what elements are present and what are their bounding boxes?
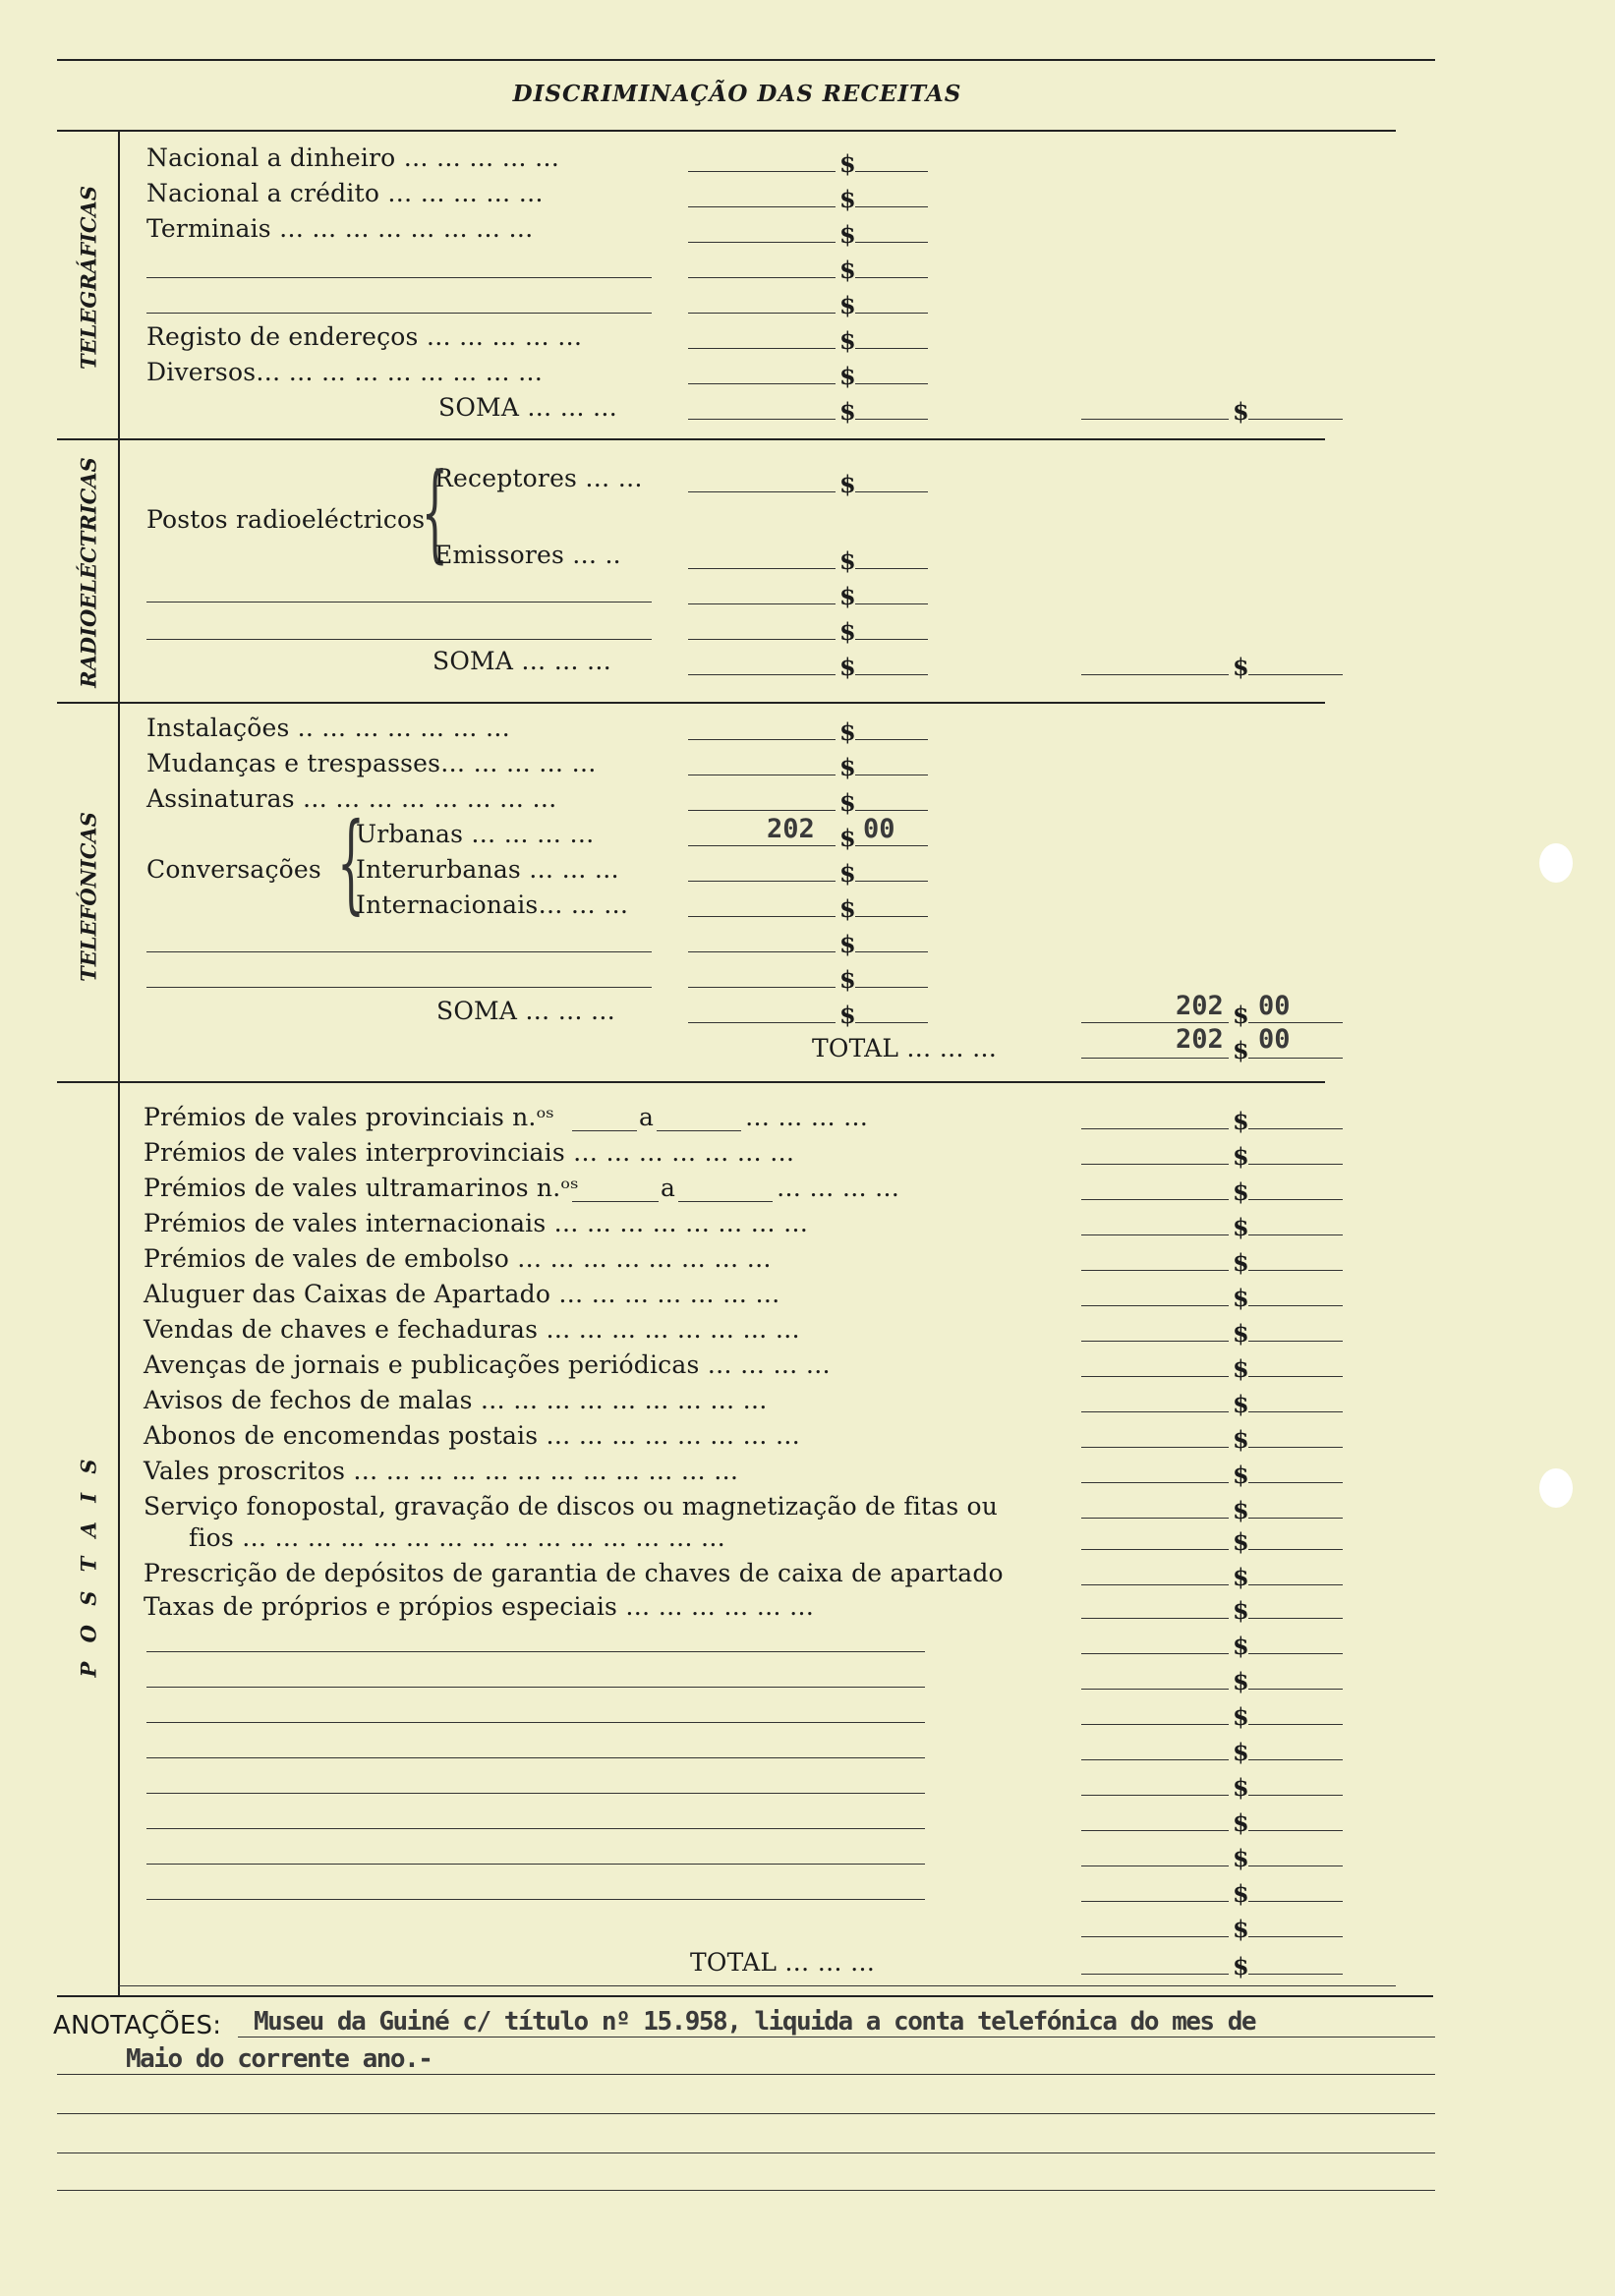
radio-mid-2-amount-dec[interactable] bbox=[855, 568, 928, 569]
sep-postais-anot bbox=[57, 1995, 1433, 1997]
postais-right-16-dollar-sign: $ bbox=[1233, 1632, 1249, 1660]
postais-right-5-amount-int[interactable] bbox=[1081, 1270, 1229, 1271]
telef-mid-8-amount-int[interactable] bbox=[688, 987, 836, 988]
postais-right-3-dollar-sign: $ bbox=[1233, 1177, 1249, 1206]
postais-right-18-amount-dec[interactable] bbox=[1248, 1724, 1343, 1725]
postais-extra-blank-5[interactable] bbox=[146, 1793, 925, 1794]
tele-mid-7-amount-int[interactable] bbox=[688, 383, 836, 384]
sep-postais-total-top bbox=[118, 1985, 1396, 1986]
tele-mid-8-amount-dec[interactable] bbox=[855, 419, 928, 420]
postais-right-5-amount-dec[interactable] bbox=[1248, 1270, 1343, 1271]
postais-right-13-amount-dec[interactable] bbox=[1248, 1549, 1343, 1550]
postais-right-2-amount-dec[interactable] bbox=[1248, 1164, 1343, 1165]
postais-right-11-amount-int[interactable] bbox=[1081, 1482, 1229, 1483]
radio-mid-5-dollar-sign: $ bbox=[839, 653, 856, 681]
postais-extra-blank-2[interactable] bbox=[146, 1687, 925, 1688]
postais-right-1-amount-dec[interactable] bbox=[1248, 1128, 1343, 1129]
telef-total-right-dollar-sign: $ bbox=[1233, 1036, 1249, 1064]
postais-right-24-amount-dec[interactable] bbox=[1248, 1936, 1343, 1937]
postais-right-5-dollar-sign: $ bbox=[1233, 1248, 1249, 1277]
telef-total-right-amount-int[interactable] bbox=[1081, 1058, 1229, 1059]
postais-row-1-dots: … … … … bbox=[745, 1103, 869, 1131]
radio-soma-right-dollar-sign: $ bbox=[1233, 653, 1249, 681]
postais-right-20-dollar-sign: $ bbox=[1233, 1773, 1249, 1802]
telef-soma-value-int: 202 bbox=[1176, 991, 1224, 1021]
radio-soma-right-amount-int[interactable] bbox=[1081, 674, 1229, 675]
postais-right-24-dollar-sign: $ bbox=[1233, 1915, 1249, 1943]
postais-right-17-amount-dec[interactable] bbox=[1248, 1689, 1343, 1690]
tele-row-4: Registo de endereços … … … … … bbox=[146, 322, 583, 351]
tele-row-2: Nacional a crédito … … … … … bbox=[146, 179, 544, 207]
postais-row-1: Prémios de vales provinciais n.ᵒˢ bbox=[144, 1103, 555, 1131]
postais-right-9-amount-int[interactable] bbox=[1081, 1411, 1229, 1412]
postais-right-18-amount-int[interactable] bbox=[1081, 1724, 1229, 1725]
postais-right-19-amount-dec[interactable] bbox=[1248, 1759, 1343, 1760]
telef-soma-right-dollar-sign: $ bbox=[1233, 1001, 1249, 1029]
postais-right-6-amount-int[interactable] bbox=[1081, 1305, 1229, 1306]
postais-right-1-amount-int[interactable] bbox=[1081, 1128, 1229, 1129]
section-label-telefonicas: TELEFÓNICAS bbox=[76, 812, 101, 982]
telef-mid-6-amount-dec[interactable] bbox=[855, 916, 928, 917]
postais-right-10-dollar-sign: $ bbox=[1233, 1425, 1249, 1454]
telef-mid-6-dollar-sign: $ bbox=[839, 894, 856, 923]
telef-mid-4-dollar-sign: $ bbox=[839, 824, 856, 852]
radio-receptores: Receptores … … bbox=[434, 464, 643, 492]
tele-mid-7-amount-dec[interactable] bbox=[855, 383, 928, 384]
postais-right-21-dollar-sign: $ bbox=[1233, 1808, 1249, 1837]
tele-mid-1-dollar-sign: $ bbox=[839, 149, 856, 178]
radio-soma: SOMA … … … bbox=[433, 647, 612, 675]
left-frame-line bbox=[118, 130, 120, 1997]
postais-row-1-to bbox=[657, 1130, 741, 1131]
tele-mid-1-amount-dec[interactable] bbox=[855, 171, 928, 172]
postais-row-12b: fios … … … … … … … … … … … … … … … bbox=[189, 1523, 726, 1552]
top-rule bbox=[57, 59, 1435, 61]
postais-extra-blank-8[interactable] bbox=[146, 1899, 925, 1900]
telef-total-right-amount-dec[interactable] bbox=[1248, 1058, 1343, 1059]
tele-mid-8-amount-int[interactable] bbox=[688, 419, 836, 420]
telef-conversacoes: Conversações bbox=[146, 855, 321, 884]
telef-mid-5-amount-int[interactable] bbox=[688, 881, 836, 882]
telef-blank-1 bbox=[146, 951, 652, 952]
radio-mid-5-amount-dec[interactable] bbox=[855, 674, 928, 675]
postais-right-2-dollar-sign: $ bbox=[1233, 1142, 1249, 1171]
page-title: DISCRIMINAÇÃO DAS RECEITAS bbox=[512, 81, 962, 107]
telef-assinaturas: Assinaturas … … … … … … … … bbox=[146, 784, 557, 813]
radio-emissores: Emissores … .. bbox=[434, 541, 621, 569]
tele-mid-1-amount-int[interactable] bbox=[688, 171, 836, 172]
radio-mid-1-amount-dec[interactable] bbox=[855, 491, 928, 492]
postais-right-25-amount-dec[interactable] bbox=[1248, 1974, 1343, 1975]
postais-total: TOTAL … … … bbox=[690, 1948, 876, 1977]
telef-mid-3-dollar-sign: $ bbox=[839, 788, 856, 817]
header-bottom-rule bbox=[57, 130, 1396, 132]
tele-mid-8-dollar-sign: $ bbox=[839, 397, 856, 426]
telef-soma-right-amount-dec[interactable] bbox=[1248, 1022, 1343, 1023]
radio-soma-right-amount-dec[interactable] bbox=[1248, 674, 1343, 675]
postais-right-8-dollar-sign: $ bbox=[1233, 1354, 1249, 1383]
postais-right-17-dollar-sign: $ bbox=[1233, 1667, 1249, 1695]
radio-mid-1-dollar-sign: $ bbox=[839, 470, 856, 498]
tele-blank-2 bbox=[146, 313, 652, 314]
radio-mid-4-amount-dec[interactable] bbox=[855, 639, 928, 640]
postais-right-21-amount-int[interactable] bbox=[1081, 1830, 1229, 1831]
postais-extra-blank-6[interactable] bbox=[146, 1828, 925, 1829]
postais-extra-blank-1[interactable] bbox=[146, 1651, 925, 1652]
radio-blank-2 bbox=[146, 639, 652, 640]
postais-row-10: Abonos de encomendas postais … … … … … … … … bbox=[144, 1421, 801, 1450]
telef-urbanas-value-dec: 00 bbox=[863, 814, 895, 844]
tele-mid-4-amount-dec[interactable] bbox=[855, 277, 928, 278]
telef-mid-7-amount-int[interactable] bbox=[688, 951, 836, 952]
telef-mid-4-amount-dec[interactable] bbox=[855, 845, 928, 846]
tele-mid-3-amount-int[interactable] bbox=[688, 242, 836, 243]
tele-mid-3-amount-dec[interactable] bbox=[855, 242, 928, 243]
telef-mid-5-dollar-sign: $ bbox=[839, 859, 856, 888]
tele-mid-6-amount-dec[interactable] bbox=[855, 348, 928, 349]
postais-right-23-amount-int[interactable] bbox=[1081, 1901, 1229, 1902]
tele-mid-2-amount-int[interactable] bbox=[688, 206, 836, 207]
radio-blank-1 bbox=[146, 602, 652, 603]
postais-right-23-dollar-sign: $ bbox=[1233, 1879, 1249, 1908]
telef-mid-8-dollar-sign: $ bbox=[839, 965, 856, 994]
postais-right-6-amount-dec[interactable] bbox=[1248, 1305, 1343, 1306]
telef-total-value-int: 202 bbox=[1176, 1024, 1224, 1055]
telef-total-value-dec: 00 bbox=[1258, 1024, 1291, 1055]
punch-hole-1 bbox=[1539, 843, 1573, 883]
tele-mid-5-amount-dec[interactable] bbox=[855, 313, 928, 314]
telef-total: TOTAL … … … bbox=[812, 1034, 998, 1062]
postais-right-14-amount-dec[interactable] bbox=[1248, 1584, 1343, 1585]
telef-instalacoes: Instalações .. … … … … … … bbox=[146, 714, 511, 742]
anot-line-2 bbox=[57, 2074, 1435, 2075]
section-label-telegraficas: TELEGRÁFICAS bbox=[76, 186, 101, 370]
postais-right-16-amount-int[interactable] bbox=[1081, 1653, 1229, 1654]
telef-mid-7-dollar-sign: $ bbox=[839, 930, 856, 958]
postais-right-12-amount-int[interactable] bbox=[1081, 1518, 1229, 1519]
postais-row-3: Prémios de vales ultramarinos n.ᵒˢ bbox=[144, 1174, 579, 1202]
postais-extra-blank-4[interactable] bbox=[146, 1757, 925, 1758]
postais-row-3-a: a bbox=[661, 1174, 676, 1202]
postais-right-20-amount-dec[interactable] bbox=[1248, 1795, 1343, 1796]
postais-right-17-amount-int[interactable] bbox=[1081, 1689, 1229, 1690]
postais-right-15-dollar-sign: $ bbox=[1233, 1596, 1249, 1625]
postais-right-23-amount-dec[interactable] bbox=[1248, 1901, 1343, 1902]
tele-mid-2-amount-dec[interactable] bbox=[855, 206, 928, 207]
postais-right-4-amount-int[interactable] bbox=[1081, 1234, 1229, 1235]
telef-mudancas: Mudanças e trespasses… … … … … bbox=[146, 749, 597, 777]
telef-mid-9-dollar-sign: $ bbox=[839, 1001, 856, 1029]
postais-right-25-dollar-sign: $ bbox=[1233, 1952, 1249, 1980]
tele-blank-1 bbox=[146, 277, 652, 278]
tele-mid-4-dollar-sign: $ bbox=[839, 256, 856, 284]
telef-soma: SOMA … … … bbox=[436, 997, 616, 1025]
telef-mid-5-amount-dec[interactable] bbox=[855, 881, 928, 882]
radio-mid-4-amount-int[interactable] bbox=[688, 639, 836, 640]
postais-right-8-amount-dec[interactable] bbox=[1248, 1376, 1343, 1377]
postais-right-6-dollar-sign: $ bbox=[1233, 1284, 1249, 1312]
postais-row-5: Prémios de vales de embolso … … … … … … … … bbox=[144, 1244, 772, 1273]
telef-urbanas-value-int: 202 bbox=[767, 814, 815, 844]
telef-mid-3-amount-dec[interactable] bbox=[855, 810, 928, 811]
tele-mid-6-amount-int[interactable] bbox=[688, 348, 836, 349]
anotacoes-line-1: Museu da Guiné c/ título nº 15.958, liquida a conta telefónica do mes de bbox=[254, 2007, 1256, 2037]
anot-line-4 bbox=[57, 2152, 1435, 2153]
postais-right-15-amount-dec[interactable] bbox=[1248, 1618, 1343, 1619]
postais-right-11-amount-dec[interactable] bbox=[1248, 1482, 1343, 1483]
postais-right-13-amount-int[interactable] bbox=[1081, 1549, 1229, 1550]
postais-right-14-dollar-sign: $ bbox=[1233, 1563, 1249, 1591]
postais-row-7: Vendas de chaves e fechaduras … … … … … … … … bbox=[144, 1315, 800, 1344]
postais-row-12: Serviço fonopostal, gravação de discos ou magnetização de fitas ou bbox=[144, 1492, 999, 1521]
postais-row-1-from bbox=[572, 1130, 637, 1131]
postais-right-3-amount-dec[interactable] bbox=[1248, 1199, 1343, 1200]
tele-mid-4-amount-int[interactable] bbox=[688, 277, 836, 278]
radio-mid-3-amount-int[interactable] bbox=[688, 603, 836, 604]
postais-right-22-dollar-sign: $ bbox=[1233, 1844, 1249, 1872]
radio-postos: Postos radioeléctricos bbox=[146, 505, 426, 534]
tele-soma-right-dollar-sign: $ bbox=[1233, 397, 1249, 426]
anotacoes-label: ANOTAÇÕES: bbox=[53, 2011, 222, 2040]
postais-row-3-dots: … … … … bbox=[777, 1174, 900, 1202]
tele-soma-right-amount-dec[interactable] bbox=[1248, 419, 1343, 420]
telef-internacionais: Internacionais… … … bbox=[356, 890, 629, 919]
postais-right-7-amount-int[interactable] bbox=[1081, 1341, 1229, 1342]
postais-right-20-amount-int[interactable] bbox=[1081, 1795, 1229, 1796]
postais-right-7-amount-dec[interactable] bbox=[1248, 1341, 1343, 1342]
postais-row-3-to bbox=[678, 1201, 773, 1202]
sep-radio-telef bbox=[57, 702, 1325, 704]
tele-soma-right-amount-int[interactable] bbox=[1081, 419, 1229, 420]
section-label-radio: RADIOELÉCTRICAS bbox=[76, 457, 101, 688]
postais-right-9-amount-dec[interactable] bbox=[1248, 1411, 1343, 1412]
postais-row-3-from bbox=[572, 1201, 659, 1202]
tele-row-5: Diversos… … … … … … … … … bbox=[146, 358, 544, 386]
postais-right-14-amount-int[interactable] bbox=[1081, 1584, 1229, 1585]
postais-extra-blank-3[interactable] bbox=[146, 1722, 925, 1723]
telef-blank-2 bbox=[146, 987, 652, 988]
telef-mid-6-amount-int[interactable] bbox=[688, 916, 836, 917]
punch-hole-2 bbox=[1539, 1468, 1573, 1508]
telef-interurbanas: Interurbanas … … … bbox=[356, 855, 620, 884]
tele-mid-5-amount-int[interactable] bbox=[688, 313, 836, 314]
postais-row-14: Taxas de próprios e própios especiais … … … … … … bbox=[144, 1592, 815, 1621]
telef-brace: { bbox=[337, 799, 365, 925]
postais-right-3-amount-int[interactable] bbox=[1081, 1199, 1229, 1200]
telef-mid-1-dollar-sign: $ bbox=[839, 718, 856, 746]
postais-row-9: Avisos de fechos de malas … … … … … … … … … bbox=[144, 1386, 768, 1414]
postais-right-2-amount-int[interactable] bbox=[1081, 1164, 1229, 1165]
telef-mid-7-amount-dec[interactable] bbox=[855, 951, 928, 952]
postais-right-13-dollar-sign: $ bbox=[1233, 1527, 1249, 1556]
telef-mid-9-amount-int[interactable] bbox=[688, 1022, 836, 1023]
tele-mid-6-dollar-sign: $ bbox=[839, 326, 856, 355]
section-label-postais: P O S T A I S bbox=[76, 1453, 101, 1678]
postais-right-19-amount-int[interactable] bbox=[1081, 1759, 1229, 1760]
radio-brace: { bbox=[421, 451, 449, 574]
tele-mid-5-dollar-sign: $ bbox=[839, 291, 856, 319]
postais-row-2: Prémios de vales interprovinciais … … … … … … … bbox=[144, 1138, 795, 1167]
radio-mid-1-amount-int[interactable] bbox=[688, 491, 836, 492]
postais-right-19-dollar-sign: $ bbox=[1233, 1738, 1249, 1766]
telef-urbanas: Urbanas … … … … bbox=[356, 820, 595, 848]
sep-telef-postais bbox=[57, 1081, 1325, 1083]
telef-mid-8-amount-dec[interactable] bbox=[855, 987, 928, 988]
telef-mid-9-amount-dec[interactable] bbox=[855, 1022, 928, 1023]
telef-mid-4-amount-int[interactable] bbox=[688, 845, 836, 846]
postais-right-12-dollar-sign: $ bbox=[1233, 1496, 1249, 1524]
postais-row-13: Prescrição de depósitos de garantia de chaves de caixa de apartado bbox=[144, 1559, 1004, 1587]
radio-mid-3-dollar-sign: $ bbox=[839, 582, 856, 610]
postais-row-6: Aluguer das Caixas de Apartado … … … … … … … bbox=[144, 1280, 780, 1308]
radio-mid-5-amount-int[interactable] bbox=[688, 674, 836, 675]
postais-extra-blank-7[interactable] bbox=[146, 1864, 925, 1865]
radio-mid-2-dollar-sign: $ bbox=[839, 546, 856, 575]
postais-right-10-amount-dec[interactable] bbox=[1248, 1447, 1343, 1448]
anot-line-1 bbox=[238, 2037, 1435, 2038]
tele-soma: SOMA … … … bbox=[438, 393, 618, 422]
tele-mid-2-dollar-sign: $ bbox=[839, 185, 856, 213]
postais-right-21-amount-dec[interactable] bbox=[1248, 1830, 1343, 1831]
tele-mid-3-dollar-sign: $ bbox=[839, 220, 856, 249]
postais-right-18-dollar-sign: $ bbox=[1233, 1702, 1249, 1731]
postais-right-16-amount-dec[interactable] bbox=[1248, 1653, 1343, 1654]
postais-row-1-a: a bbox=[639, 1103, 655, 1131]
telef-soma-right-amount-int[interactable] bbox=[1081, 1022, 1229, 1023]
postais-right-9-dollar-sign: $ bbox=[1233, 1390, 1249, 1418]
telef-soma-value-dec: 00 bbox=[1258, 991, 1291, 1021]
postais-right-4-dollar-sign: $ bbox=[1233, 1213, 1249, 1241]
postais-right-15-amount-int[interactable] bbox=[1081, 1618, 1229, 1619]
tele-mid-7-dollar-sign: $ bbox=[839, 362, 856, 390]
telef-mid-1-amount-int[interactable] bbox=[688, 739, 836, 740]
anot-line-5 bbox=[57, 2190, 1435, 2191]
postais-right-12-amount-dec[interactable] bbox=[1248, 1518, 1343, 1519]
postais-row-8: Avenças de jornais e publicações periódicas … … … … bbox=[144, 1350, 831, 1379]
radio-mid-4-dollar-sign: $ bbox=[839, 617, 856, 646]
tele-row-3: Terminais … … … … … … … … bbox=[146, 214, 534, 243]
telef-mid-2-dollar-sign: $ bbox=[839, 753, 856, 781]
radio-mid-3-amount-dec[interactable] bbox=[855, 603, 928, 604]
anotacoes-line-2: Maio do corrente ano.- bbox=[126, 2044, 433, 2074]
telef-mid-3-amount-int[interactable] bbox=[688, 810, 836, 811]
postais-right-25-amount-int[interactable] bbox=[1081, 1974, 1229, 1975]
postais-row-11: Vales proscritos … … … … … … … … … … … … bbox=[144, 1457, 739, 1485]
postais-right-1-dollar-sign: $ bbox=[1233, 1107, 1249, 1135]
postais-right-10-amount-int[interactable] bbox=[1081, 1447, 1229, 1448]
tele-row-1: Nacional a dinheiro … … … … … bbox=[146, 144, 560, 172]
postais-right-8-amount-int[interactable] bbox=[1081, 1376, 1229, 1377]
radio-mid-2-amount-int[interactable] bbox=[688, 568, 836, 569]
postais-right-4-amount-dec[interactable] bbox=[1248, 1234, 1343, 1235]
postais-right-24-amount-int[interactable] bbox=[1081, 1936, 1229, 1937]
sep-tele-radio bbox=[57, 438, 1325, 440]
postais-row-4: Prémios de vales internacionais … … … … … … … … bbox=[144, 1209, 809, 1237]
postais-right-11-dollar-sign: $ bbox=[1233, 1461, 1249, 1489]
postais-right-7-dollar-sign: $ bbox=[1233, 1319, 1249, 1348]
telef-mid-1-amount-dec[interactable] bbox=[855, 739, 928, 740]
anot-line-3 bbox=[57, 2113, 1435, 2114]
